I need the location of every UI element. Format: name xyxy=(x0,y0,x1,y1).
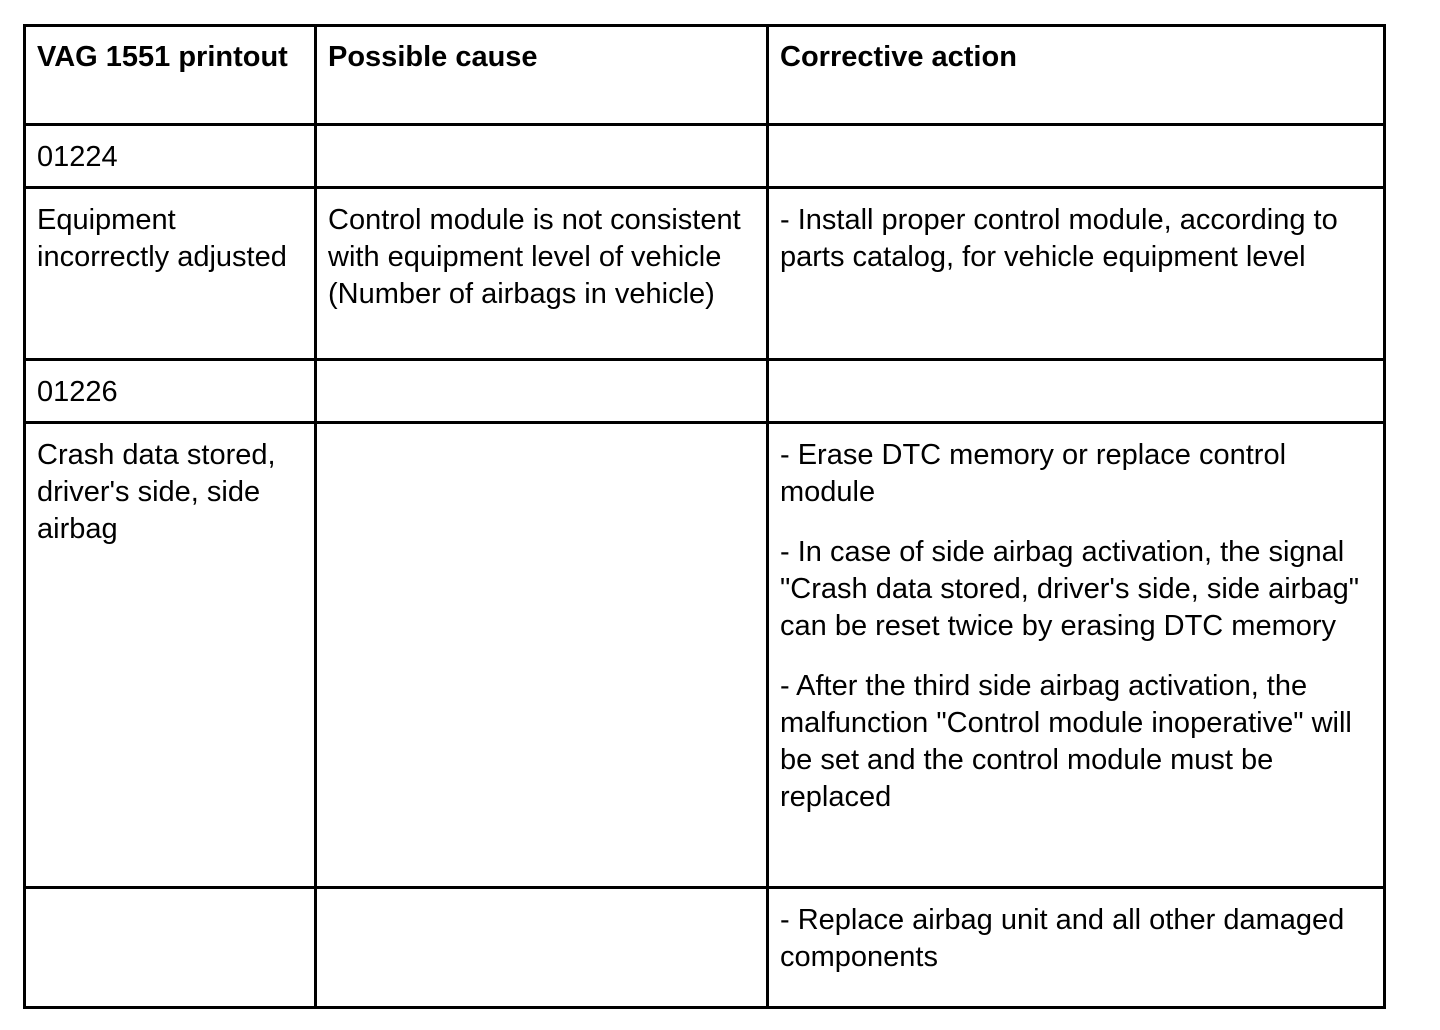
table-row xyxy=(25,888,1385,1008)
table-row xyxy=(25,423,1385,888)
action-item: - Erase DTC memory or replace control module xyxy=(780,439,1287,508)
printout-cell: Equipment incorrectly adjusted xyxy=(25,188,316,360)
table-row-code-01224 xyxy=(25,125,1385,188)
cause-cell xyxy=(316,888,768,1008)
table-row xyxy=(25,188,1385,360)
printout-cell xyxy=(25,888,316,1008)
cause-cell xyxy=(316,423,768,888)
empty-cell xyxy=(316,125,768,188)
action-item: - In case of side airbag activation, the signal "Crash data stored, driver's side, side airbag" can be reset twice by erasing DTC memory xyxy=(780,536,1360,642)
empty-cell xyxy=(316,360,768,423)
empty-cell xyxy=(768,360,1385,423)
header-possible-cause: Possible cause xyxy=(316,26,768,125)
dtc-table xyxy=(23,24,1386,1009)
table-header-row xyxy=(25,26,1385,125)
action-cell xyxy=(768,888,1385,1008)
empty-cell xyxy=(768,125,1385,188)
dtc-code-cell: 01224 xyxy=(25,125,316,188)
cause-cell: Control module is not consistent with equipment level of vehicle (Number of airbags in vehicle) xyxy=(316,188,768,360)
dtc-code-cell: 01226 xyxy=(25,360,316,423)
action-cell xyxy=(768,423,1385,888)
action-item: - Replace airbag unit and all other damaged components xyxy=(780,904,1345,973)
action-item: - Install proper control module, according to parts catalog, for vehicle equipment level xyxy=(780,204,1338,273)
action-item: - After the third side airbag activation, the malfunction "Control module inoperative" will be set and the control module must be replaced xyxy=(780,670,1352,813)
table-row-code-01226 xyxy=(25,360,1385,423)
printout-cell: Crash data stored, driver's side, side airbag xyxy=(25,423,316,888)
header-corrective-action: Corrective action xyxy=(768,26,1385,125)
action-cell xyxy=(768,188,1385,360)
header-vag-printout: VAG 1551 printout xyxy=(25,26,316,125)
